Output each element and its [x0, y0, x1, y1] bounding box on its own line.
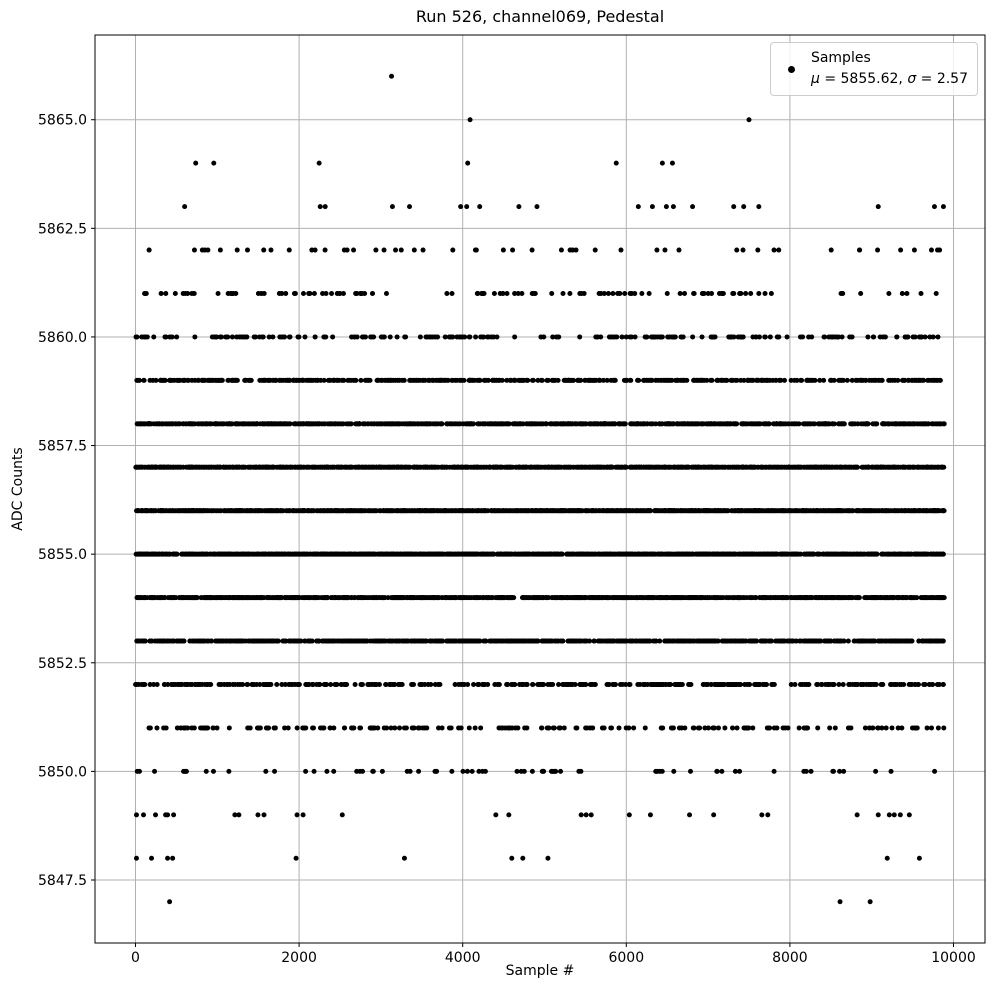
- y-tick-label: 5860.0: [38, 329, 87, 346]
- y-tick-label: 5850.0: [38, 764, 87, 781]
- samples-points-adc-5859: [134, 378, 943, 383]
- x-tick-label: 10000: [931, 950, 976, 966]
- legend-label-samples: Samples: [810, 50, 871, 66]
- samples-points-adc-5852: [133, 682, 946, 687]
- legend-stats: [811, 69, 968, 90]
- y-tick-label: 5862.5: [38, 221, 87, 238]
- samples-points-adc-5847: [167, 899, 873, 904]
- legend: [770, 42, 978, 96]
- samples-points-adc-5849: [134, 812, 912, 817]
- samples-points-adc-5856: [134, 508, 947, 513]
- samples-points-adc-5866: [389, 74, 394, 79]
- mu-symbol: μ: [810, 71, 820, 87]
- samples-points-adc-5858: [135, 421, 947, 426]
- sigma-symbol: σ: [907, 71, 917, 87]
- y-axis-label: ADC Counts: [10, 447, 26, 531]
- x-tick-label: 6000: [608, 950, 645, 966]
- samples-marker-dot: [788, 66, 795, 73]
- plot-border: [95, 35, 985, 943]
- legend-text: [811, 48, 968, 90]
- y-tick-label: 5855.0: [38, 547, 87, 564]
- x-axis-label: Sample #: [505, 963, 575, 979]
- samples-points-adc-5863: [182, 204, 946, 209]
- samples-points-adc-5853: [134, 639, 946, 644]
- samples-points-adc-5851: [147, 725, 947, 730]
- sigma-value: = 2.57: [916, 71, 968, 87]
- chart-title: Run 526, channel069, Pedestal: [415, 7, 665, 26]
- y-tick-label: 5847.5: [38, 873, 87, 890]
- samples-points-adc-5854: [135, 595, 947, 600]
- x-tick-label: 4000: [444, 950, 481, 966]
- y-tick-label: 5857.5: [38, 438, 87, 455]
- samples-points-adc-5864: [193, 161, 675, 166]
- mu-value: = 5855.62,: [819, 71, 908, 87]
- samples-points-adc-5862: [147, 248, 942, 253]
- samples-points-adc-5848: [134, 856, 922, 861]
- x-tick-label: 8000: [772, 950, 808, 966]
- x-tick-label: 2000: [281, 950, 317, 966]
- samples-points-adc-5855: [134, 552, 946, 557]
- y-tick-label: 5852.5: [38, 655, 87, 672]
- y-tick-label: 5865.0: [38, 112, 87, 129]
- samples-points-adc-5857: [133, 465, 946, 470]
- samples-points-adc-5861: [142, 291, 939, 296]
- x-tick-label: 0: [131, 950, 140, 966]
